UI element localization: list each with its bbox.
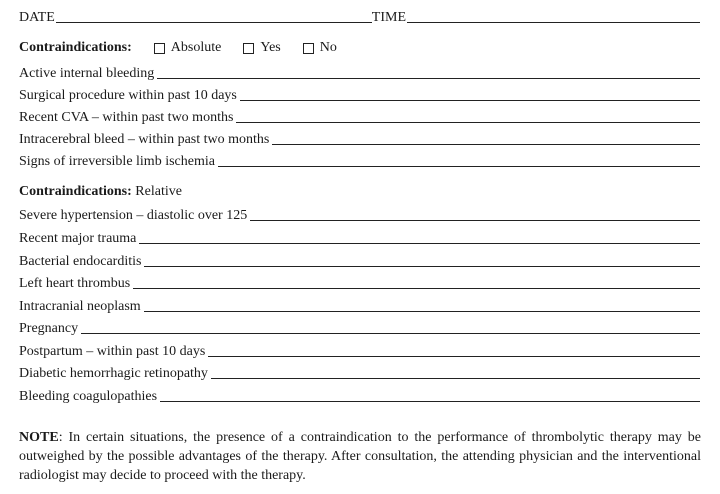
- no-checkbox[interactable]: [303, 40, 337, 56]
- absolute-item-field[interactable]: [218, 166, 700, 167]
- date-label: DATE: [19, 10, 55, 25]
- relative-item-label: Pregnancy: [19, 321, 79, 336]
- relative-item-row: [19, 204, 700, 224]
- time-field[interactable]: [407, 22, 700, 23]
- relative-item-label: Intracranial neoplasm: [19, 299, 141, 314]
- relative-item-row: [19, 340, 700, 360]
- relative-item-row: [19, 362, 700, 382]
- absolute-item-label: Recent CVA – within past two months: [19, 110, 234, 125]
- absolute-item-row: [19, 62, 700, 82]
- relative-item-field[interactable]: [139, 243, 700, 244]
- absolute-item-field[interactable]: [236, 122, 700, 123]
- absolute-checkbox[interactable]: [154, 40, 222, 56]
- relative-item-row: [19, 385, 700, 405]
- relative-item-row: [19, 295, 700, 315]
- relative-item-field[interactable]: [211, 378, 700, 379]
- absolute-item-field[interactable]: [157, 78, 700, 79]
- absolute-item-label: Surgical procedure within past 10 days: [19, 88, 237, 103]
- relative-item-label: Left heart thrombus: [19, 276, 131, 291]
- yes-checkbox[interactable]: [243, 40, 280, 56]
- absolute-item-label: Active internal bleeding: [19, 66, 155, 81]
- no-option-label: No: [319, 40, 337, 55]
- relative-item-label: Diabetic hemorrhagic retinopathy: [19, 366, 208, 381]
- relative-item-row: [19, 227, 700, 247]
- absolute-option-label: Absolute: [170, 40, 222, 55]
- note-label: NOTE: [19, 430, 59, 445]
- absolute-item-label: Intracerebral bleed – within past two months: [19, 132, 270, 147]
- relative-item-field[interactable]: [250, 220, 700, 221]
- relative-section-title: Contraindications:: [19, 184, 132, 199]
- relative-item-field[interactable]: [160, 401, 700, 402]
- checkbox-icon: [243, 43, 254, 54]
- relative-item-label: Bleeding coagulopathies: [19, 389, 158, 404]
- relative-item-label: Bacterial endocarditis: [19, 254, 142, 269]
- absolute-item-field[interactable]: [272, 144, 700, 145]
- absolute-section-header: [19, 38, 337, 58]
- checkbox-icon: [303, 43, 314, 54]
- relative-item-label: Severe hypertension – diastolic over 125: [19, 208, 248, 223]
- note-text: : In certain situations, the presence of a contraindication to the performance of thrombolytic therapy may be outweighed by the possible advantages of the therapy. After consultation, the attending physician and the interventional radiologist may decide to proceed with the therapy.: [19, 430, 701, 483]
- time-label: TIME: [371, 10, 406, 25]
- relative-item-row: [19, 317, 700, 337]
- checkbox-icon: [154, 43, 165, 54]
- absolute-item-row: [19, 106, 700, 126]
- relative-section-subtitle: Relative: [131, 184, 182, 199]
- relative-item-label: Recent major trauma: [19, 231, 137, 246]
- relative-item-label: Postpartum – within past 10 days: [19, 344, 206, 359]
- relative-item-field[interactable]: [133, 288, 700, 289]
- date-time-row: [19, 6, 700, 26]
- relative-item-field[interactable]: [144, 266, 700, 267]
- yes-option-label: Yes: [260, 40, 281, 55]
- absolute-item-row: [19, 84, 700, 104]
- relative-item-row: [19, 272, 700, 292]
- note-paragraph: [19, 428, 701, 485]
- relative-item-field[interactable]: [208, 356, 700, 357]
- absolute-item-row: [19, 128, 700, 148]
- relative-section-header: [19, 182, 182, 202]
- relative-item-row: [19, 250, 700, 270]
- absolute-section-title: Contraindications:: [19, 40, 132, 55]
- relative-item-field[interactable]: [144, 311, 700, 312]
- date-field[interactable]: [56, 22, 372, 23]
- absolute-item-row: [19, 150, 700, 170]
- absolute-item-label: Signs of irreversible limb ischemia: [19, 154, 215, 169]
- absolute-item-field[interactable]: [240, 100, 700, 101]
- relative-item-field[interactable]: [81, 333, 700, 334]
